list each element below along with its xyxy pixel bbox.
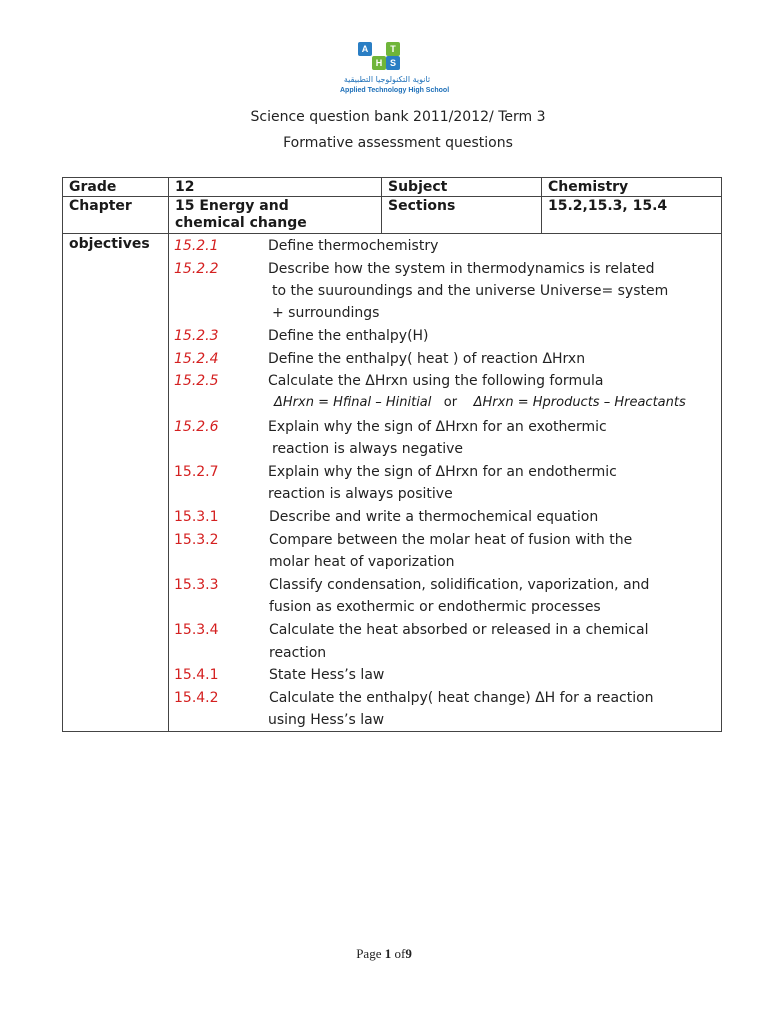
objective-number: 15.3.3 [174, 577, 219, 593]
logo-letter-blocks [358, 42, 402, 74]
objective-text: Calculate the ΔHrxn using the following formula [268, 373, 604, 389]
objective-number: 15.2.5 [174, 373, 219, 389]
objective-text: to the suuroundings and the universe Universe= system [272, 283, 669, 299]
sections-label: Sections [388, 198, 456, 214]
objective-text: molar heat of vaporization [269, 554, 455, 570]
objective-number: 15.4.2 [174, 690, 219, 706]
logo-letter-t: T [386, 42, 400, 56]
chapter-value-line1: 15 Energy and [175, 198, 289, 214]
objective-text: Define the enthalpy(H) [268, 328, 429, 344]
chapter-value-line2: chemical change [175, 215, 307, 231]
objective-text: Define thermochemistry [268, 238, 439, 254]
formula-part2: ΔHrxn = Hproducts – Hreactants [473, 395, 686, 410]
subject-value: Chemistry [548, 179, 629, 195]
grade-label: Grade [69, 179, 117, 195]
logo-english-name: Applied Technology High School [340, 87, 450, 94]
grade-value-cell [169, 178, 382, 197]
objective-text: Classify condensation, solidification, vaporization, and [269, 577, 650, 593]
objective-number: 15.2.4 [174, 351, 219, 367]
objective-text: Compare between the molar heat of fusion with the [269, 532, 633, 548]
objective-text: Describe and write a thermochemical equation [269, 509, 599, 525]
subject-value-cell [542, 178, 722, 197]
objective-number: 15.2.2 [174, 261, 219, 277]
sections-value: 15.2,15.3, 15.4 [548, 198, 668, 214]
page-of-word: of [394, 946, 406, 961]
objective-text: using Hess’s law [268, 712, 385, 728]
subject-label: Subject [388, 179, 448, 195]
objective-text: fusion as exothermic or endothermic processes [269, 599, 601, 615]
objective-text: reaction is always positive [268, 486, 453, 502]
chapter-label-cell [63, 197, 169, 234]
page-word: Page [356, 946, 382, 961]
objective-text: Calculate the enthalpy( heat change) ΔH for a reaction [269, 690, 654, 706]
chapter-label: Chapter [69, 198, 132, 214]
objectives-label: objectives [69, 236, 150, 252]
objective-text: reaction [269, 645, 327, 661]
objective-text: State Hess’s law [269, 667, 385, 683]
enthalpy-formula [274, 395, 686, 410]
sections-value-cell [542, 197, 722, 234]
objective-number: 15.2.3 [174, 328, 219, 344]
objective-text: + surroundings [272, 305, 380, 321]
page-footer [0, 946, 768, 962]
objective-number: 15.2.1 [174, 238, 219, 254]
objective-number: 15.3.1 [174, 509, 219, 525]
subject-label-cell [382, 178, 542, 197]
school-logo [340, 40, 450, 102]
objective-text: Describe how the system in thermodynamics is related [268, 261, 655, 277]
objective-text: Define the enthalpy( heat ) of reaction ΔHrxn [268, 351, 586, 367]
page-total: 9 [405, 946, 412, 961]
page-current: 1 [384, 946, 392, 961]
logo-letter-h: H [372, 56, 386, 70]
objective-number: 15.2.7 [174, 464, 219, 480]
logo-letter-a: A [358, 42, 372, 56]
chapter-value-cell [169, 197, 382, 234]
grade-label-cell [63, 178, 169, 197]
objective-number: 15.4.1 [174, 667, 219, 683]
formula-connector: or [443, 395, 458, 410]
objective-number: 15.2.6 [174, 419, 219, 435]
formula-part1: ΔHrxn = Hfinal – Hinitial [274, 395, 432, 410]
grade-value: 12 [175, 179, 195, 195]
objective-number: 15.3.2 [174, 532, 219, 548]
document-title: Science question bank 2011/2012/ Term 3 [250, 109, 546, 125]
sections-label-cell [382, 197, 542, 234]
objective-text: reaction is always negative [272, 441, 463, 457]
logo-arabic-name: ثانوية التكنولوجيا التطبيقية [343, 75, 431, 84]
logo-letter-s: S [386, 56, 400, 70]
document-subtitle: Formative assessment questions [283, 135, 513, 151]
objectives-label-cell [63, 234, 169, 732]
objective-text: Explain why the sign of ΔHrxn for an endothermic [268, 464, 617, 480]
objective-text: Calculate the heat absorbed or released in a chemical [269, 622, 649, 638]
objective-text: Explain why the sign of ΔHrxn for an exothermic [268, 419, 607, 435]
objective-number: 15.3.4 [174, 622, 219, 638]
